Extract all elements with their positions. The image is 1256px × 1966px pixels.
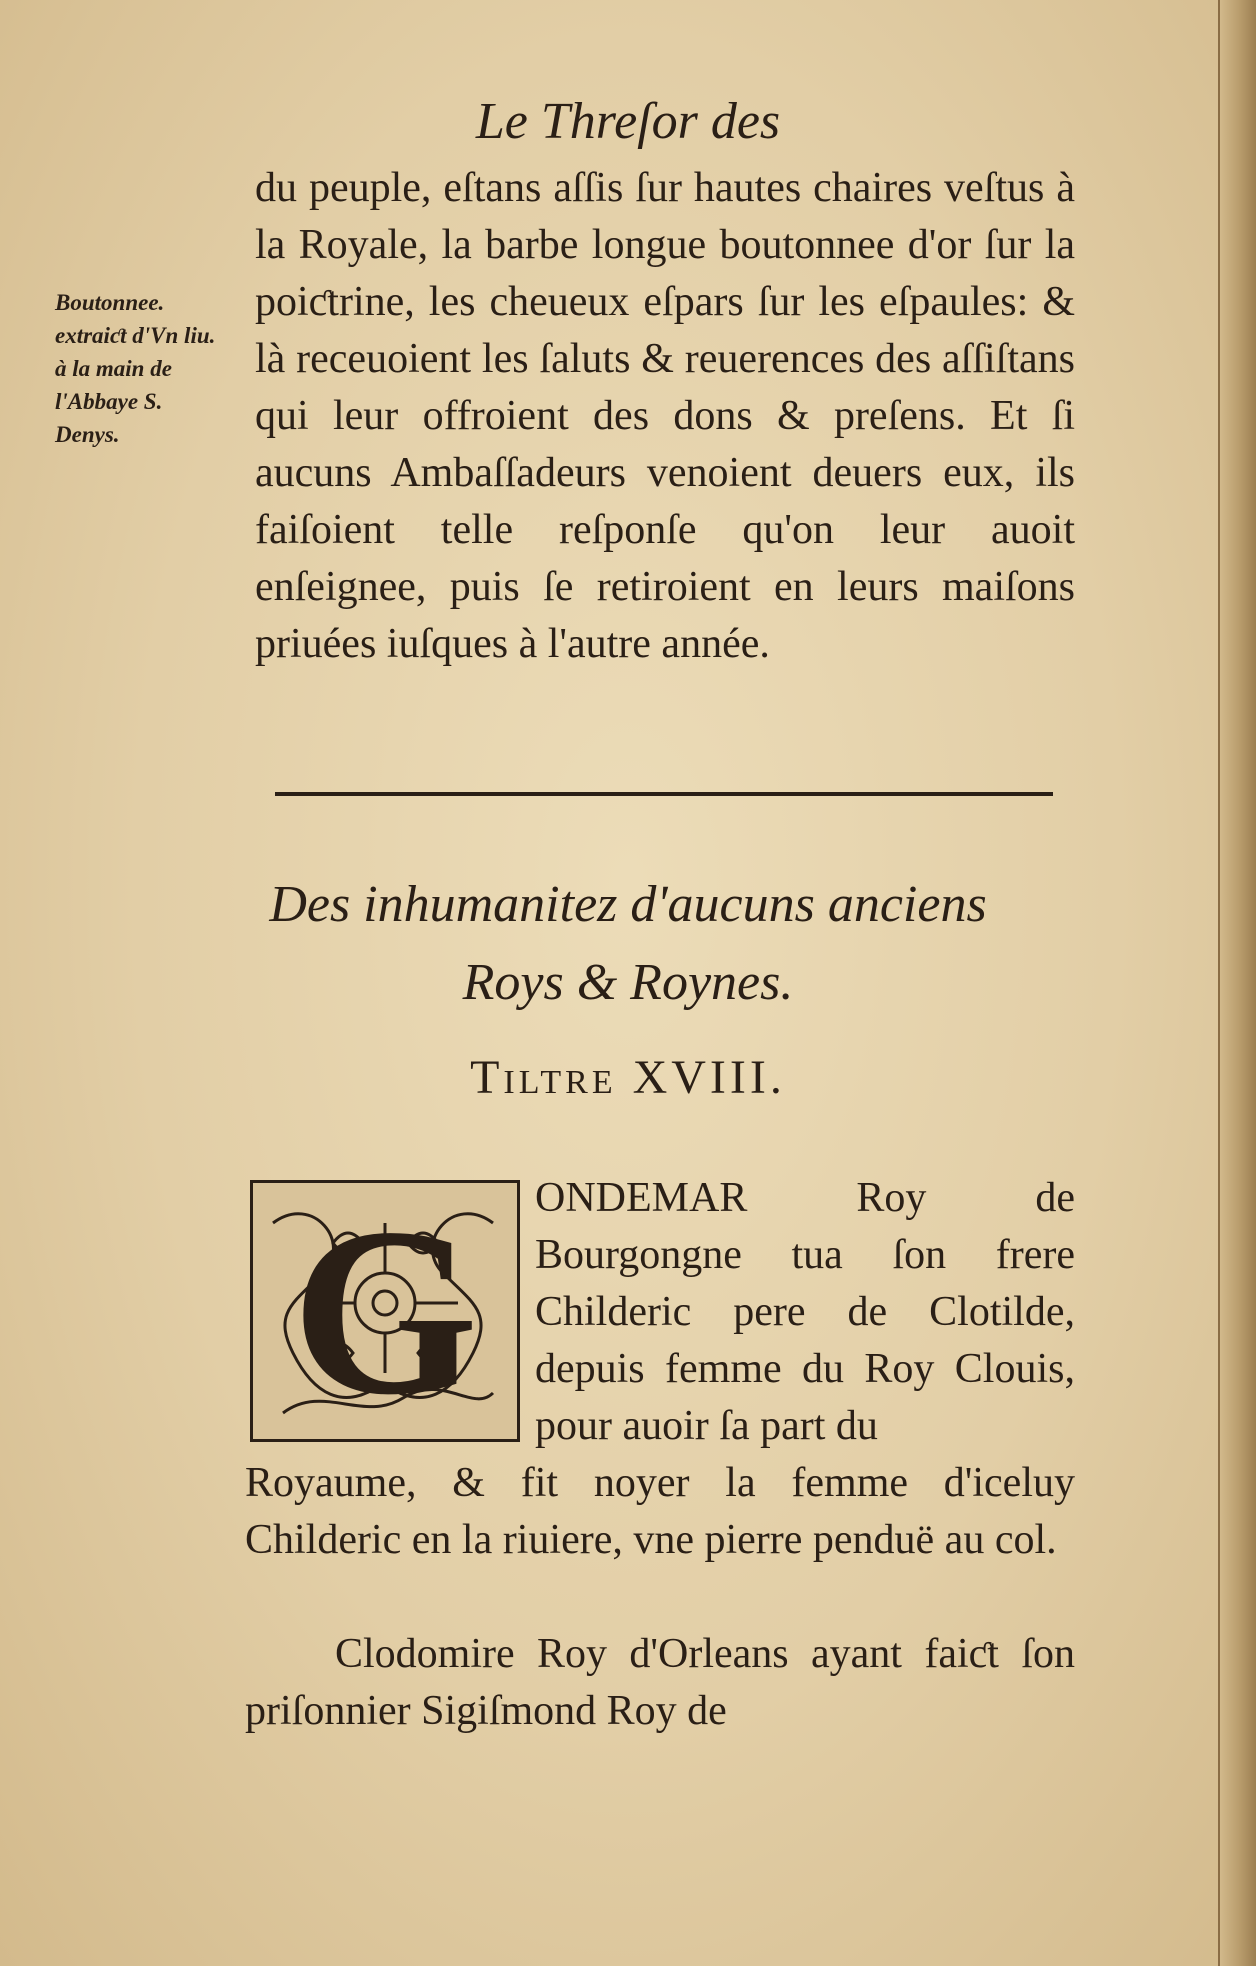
dropcap-letter: G xyxy=(291,1178,479,1444)
marginal-note: Boutonnee. extraiƈt d'Vn liu. à la main de l'Abbaye S. Denys. xyxy=(55,290,216,447)
ornamental-initial xyxy=(250,1180,520,1442)
section-rule xyxy=(275,792,1053,796)
heading-line-2: Roys & Roynes. xyxy=(462,954,794,1011)
heading-line-1: Des inhumanitez d'aucuns anciens xyxy=(269,876,987,933)
paragraph-4: Clodomire Roy d'Orleans ayant faiƈt ſon priſonnier Sigiſmond Roy de xyxy=(245,1631,1075,1734)
paragraph-2: ONDEMAR Roy de Bourgongne tua ſon frere Childeric pere de Clotilde, depuis femme du Roy Clouis, pour auoir ſa part du xyxy=(535,1175,1075,1449)
chapter-number: Tiltre XVIII. xyxy=(470,1051,786,1104)
paragraph-3: Royaume, & fit noyer la femme d'iceluy Childeric en la riuiere, vne pierre penduë au col. xyxy=(245,1460,1075,1563)
paragraph-1: du peuple, eſtans aſſis ſur hautes chaires veſtus à la Royale, la barbe longue boutonnee d'or ſur la poiƈtrine, les cheueux eſpars ſur les eſpaules: & là receuoient les ſaluts & reuerences des aſſiſtans qui leur offroient des dons & preſens. Et ſi aucuns Ambaſſadeurs venoient deuers eux, ils faiſoient telle reſponſe qu'on leur auoit enſeignee, puis ſe retiroient en leurs maiſons priuées iuſques à l'autre année. xyxy=(255,165,1075,667)
running-head: Le Threſor des xyxy=(475,93,781,150)
chapter-heading xyxy=(0,866,1256,1022)
